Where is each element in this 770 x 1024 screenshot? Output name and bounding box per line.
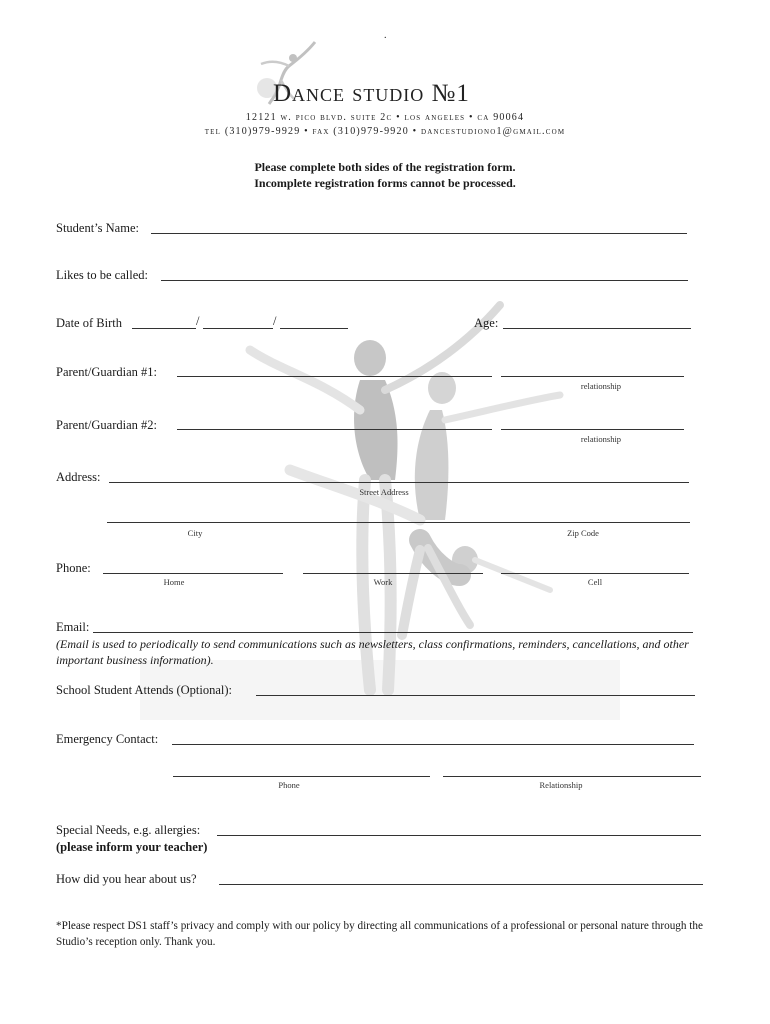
emergency-phone-caption: Phone: [278, 780, 300, 790]
parent1-relationship-caption: relationship: [580, 381, 622, 391]
home-phone-field[interactable]: [103, 573, 283, 574]
cell-phone-field[interactable]: [501, 573, 689, 574]
dob-label: Date of Birth: [56, 316, 122, 330]
likes-called-label: Likes to be called:: [56, 268, 148, 282]
parent2-relationship-caption: relationship: [580, 434, 622, 444]
emergency-label: Emergency Contact:: [56, 732, 159, 746]
email-note: (Email is used to periodically to send communications such as newsletters, class confirmations, reminders, cancellations, and other important business information).: [56, 637, 689, 667]
school-field[interactable]: [256, 695, 695, 696]
studio-contact: tel (310)979-9929 • fax (310)979-9920 • dancestudiono1@gmail.com: [204, 126, 566, 137]
dob-day-field[interactable]: [203, 328, 273, 329]
street-address-caption: Street Address: [359, 487, 409, 497]
notice-line-2: Incomplete registration forms cannot be processed.: [254, 176, 516, 190]
work-caption: Work: [373, 577, 393, 587]
city-caption: City: [187, 528, 203, 538]
special-needs-field[interactable]: [217, 835, 701, 836]
emergency-relationship-caption: Relationship: [539, 780, 583, 790]
hear-about-field[interactable]: [219, 884, 703, 885]
student-name-field[interactable]: [151, 233, 687, 234]
street-address-field[interactable]: [109, 482, 689, 483]
studio-name: Dance studio №1: [273, 80, 470, 107]
special-needs-label: Special Needs, e.g. allergies:: [56, 823, 201, 837]
parent1-label: Parent/Guardian #1:: [56, 365, 158, 379]
age-field[interactable]: [503, 328, 691, 329]
email-label: Email:: [56, 620, 90, 634]
school-label: School Student Attends (Optional):: [56, 683, 233, 697]
notice-line-1: Please complete both sides of the registration form.: [254, 160, 516, 174]
email-field[interactable]: [93, 632, 693, 633]
dob-year-field[interactable]: [280, 328, 348, 329]
emergency-phone-field[interactable]: [173, 776, 430, 777]
parent1-name-field[interactable]: [177, 376, 492, 377]
hear-about-label: How did you hear about us?: [56, 872, 197, 886]
dob-slash-1: /: [196, 314, 200, 328]
age-label: Age:: [474, 316, 499, 330]
city-zip-field[interactable]: [107, 522, 690, 523]
phone-label: Phone:: [56, 561, 91, 575]
parent1-relationship-field[interactable]: [501, 376, 684, 377]
privacy-policy-note: *Please respect DS1 staff’s privacy and comply with our policy by directing all communications of a professional or personal nature through the Studio’s reception only. Thank you.: [56, 920, 703, 948]
address-label: Address:: [56, 470, 101, 484]
home-caption: Home: [163, 577, 185, 587]
inform-teacher-note: (please inform your teacher): [56, 840, 208, 854]
dob-month-field[interactable]: [132, 328, 196, 329]
header-dot: .: [384, 30, 387, 41]
likes-called-field[interactable]: [161, 280, 688, 281]
work-phone-field[interactable]: [303, 573, 483, 574]
emergency-relationship-field[interactable]: [443, 776, 701, 777]
zip-caption: Zip Code: [567, 528, 599, 538]
parent2-relationship-field[interactable]: [501, 429, 684, 430]
studio-address: 12121 w. pico blvd. suite 2c • los angeles • ca 90064: [245, 112, 525, 123]
cell-caption: Cell: [587, 577, 603, 587]
dob-slash-2: /: [273, 314, 277, 328]
parent2-label: Parent/Guardian #2:: [56, 418, 158, 432]
emergency-name-field[interactable]: [172, 744, 694, 745]
student-name-label: Student’s Name:: [56, 221, 139, 235]
parent2-name-field[interactable]: [177, 429, 492, 430]
